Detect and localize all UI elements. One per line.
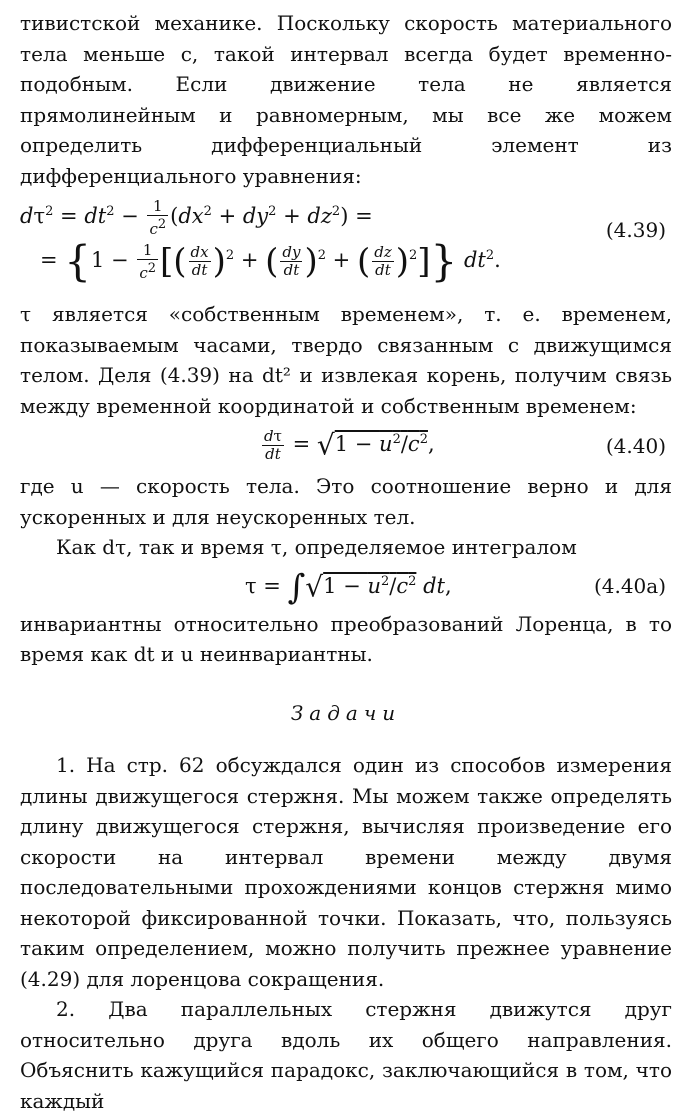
equation-4-40a: $\tau = \int√1 - u^2/c^2$ dt, (4.40a) — [245, 567, 666, 607]
equation-4-39 — [20, 197, 672, 291]
paragraph-invariance: инвариантны относительно преобразований Лоренца, в то время как dt и u неинвариантны. — [20, 611, 672, 666]
equation-4-39-line2: = {1 − $\frac{1}{c^2}$ [( $\frac{dx}{dt}$ )$^2$ + ( $\frac{dy}{dt}$ )$^2$ + ( $\frac{dz}{dt}$ )$^2$]} $dt^2$. (4.39) — [20, 241, 672, 291]
equation-number: (4.40a) — [593, 573, 666, 598]
paragraph-intro: тивистской механике. Поскольку скорость материального тела меньше c, такой интервал всегда будет временно-подобным. Если движение тела не является прямолинейным и равномерным, мы все же можем определить дифференциальный элемент из дифференциального уравнения: — [20, 11, 672, 188]
paragraph-velocity: где u — скорость тела. Это соотношение верно и для ускоренных и для неускоренных тел. — [20, 474, 672, 529]
equation-number: (4.39) — [605, 218, 666, 242]
paragraph-integral-intro: Как dτ, так и время τ, определяемое интегралом — [56, 535, 577, 559]
paragraph-proper-time: τ является «собственным временем», т. е. временем, показываемым часами, твердо связанным с движущимся телом. Деля (4.39) на dt² и извлекая корень, получим связь между временной координатой и собственным временем: — [20, 302, 672, 418]
problem-1: 1. На стр. 62 обсуждался один из способов измерения длины движущегося стержня. Мы можем также определять длину движущегося стержня, вычисляя произведение его скорости на интервал времени между двумя последовательными прохождениями концов стержня мимо некоторой фиксированной точки. Показать, что, пользуясь таким определением, можно получить прежнее уравнение (4.29) для лоренцова сокращения. — [20, 753, 672, 991]
problem-2: 2. Два параллельных стержня движутся друг относительно друга вдоль их общего направления. Объяснить кажущийся парадокс, заключающийся в том, что каждый — [20, 997, 672, 1113]
equation-4-39-line1: $d\tau^2 = dt^2$ − $\frac{1}{c^2}$ $(dx^2 + dy^2 + dz^2)$ = — [20, 196, 373, 238]
equation-number: (4.40) — [605, 434, 666, 458]
section-heading: Задачи — [290, 700, 402, 725]
equation-4-40: $\frac{d\tau}{dt}$ = $√1 - u^2/c^2$, (4.40) — [264, 427, 666, 463]
